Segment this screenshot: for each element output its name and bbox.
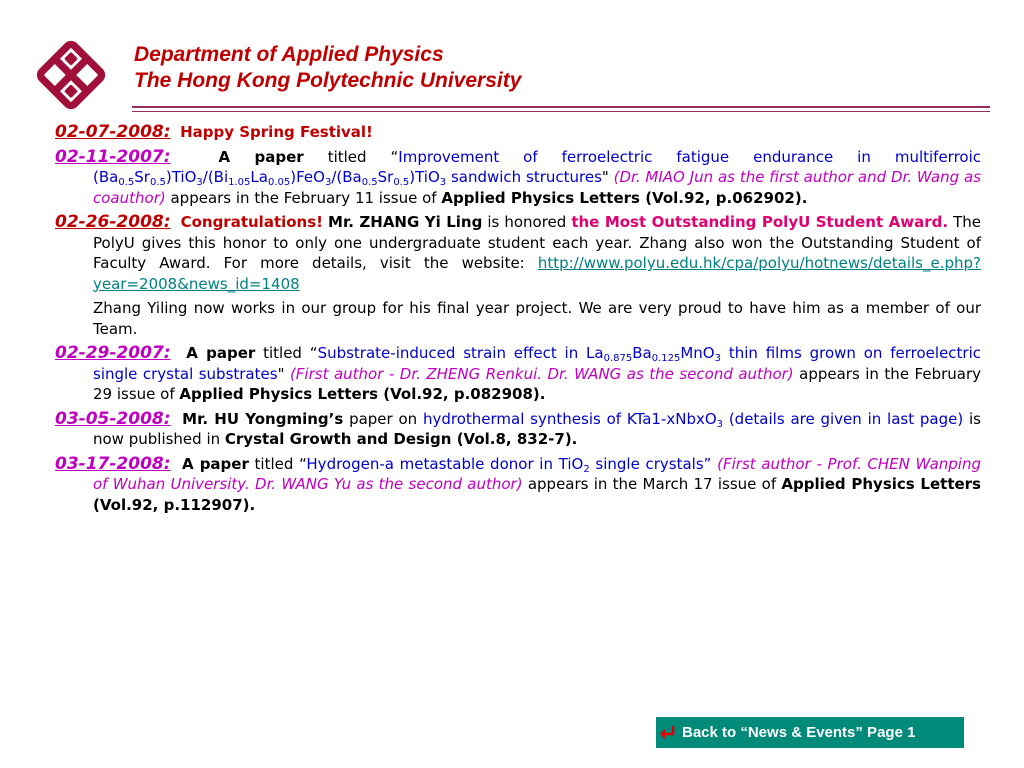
university-title: The Hong Kong Polytechnic University bbox=[134, 69, 522, 92]
entry-date: 03-05-2008: bbox=[55, 408, 171, 429]
student-name: Mr. ZHANG Yi Ling bbox=[328, 213, 483, 231]
paper-title: Substrate-induced strain effect in $La_{0.875}Ba_{0.125}MnO_3$ thin films grown on ferroelectric single crystal substrates bbox=[93, 344, 982, 383]
news-entry: 03-05-2008: Mr. HU Yongming’s paper on hydrothermal synthesis of KTa1-xNbxO$_3$ (details are given in last page) is now published in Crystal Growth and Design (Vol.8, 832-7). bbox=[55, 408, 981, 448]
paper-topic: hydrothermal synthesis of KTa1-xNbxO$_3$ (details are given in last page) bbox=[422, 409, 964, 430]
polyu-logo-icon bbox=[30, 34, 112, 116]
back-to-news-button[interactable] bbox=[656, 717, 964, 748]
back-button-label: Back to “News & Events” Page 1 bbox=[682, 724, 916, 741]
journal-ref: Applied Physics Letters (Vol.92, p.082908). bbox=[179, 385, 546, 403]
entry-date: 02-26-2008: bbox=[55, 212, 171, 232]
return-arrow-icon bbox=[658, 724, 678, 742]
news-entry: 02-11-2007: A paper titled “Improvement of ferroelectric fatigue endurance in multiferroic $(Ba_{0.5}Sr_{0.5})TiO_3/(Bi_{1.05}La_{0.05})FeO_3/(Ba_{0.5}Sr_{0.5})TiO_3$ sandwich structures" (Dr. MIAO Jun as the first author and Dr. Wang as coauthor) appears in the February 11 issue of Applied Physics Letters (Vol.92, p.062902). bbox=[55, 146, 982, 207]
news-entry-followup: Zhang Yiling now works in our group for his final year project. We are very proud to have him as a member of our Team. bbox=[93, 299, 981, 338]
award-name: the Most Outstanding PolyU Student Award. bbox=[571, 213, 949, 231]
entry-date: 02-11-2007: bbox=[55, 146, 171, 167]
news-entry: 02-29-2007: A paper titled “Substrate-induced strain effect in $La_{0.875}Ba_{0.125}MnO_3$ thin films grown on ferroelectric single crystal substrates" (First author - Dr. ZHENG Renkui. Dr. WANG as the second author) appears in the February 29 issue of Applied Physics Letters (Vol.92, p.082908). bbox=[55, 343, 982, 403]
researcher-name: Mr. HU Yongming’s bbox=[182, 409, 344, 428]
news-link[interactable]: http://www.polyu.edu.hk/cpa/polyu/hotnews/details_e.php?year=2008&news_id=1408 bbox=[93, 254, 981, 293]
entry-headline: Happy Spring Festival! bbox=[180, 123, 373, 141]
journal-ref: Applied Physics Letters (Vol.92, p.062902). bbox=[441, 188, 808, 207]
entry-date: 02-07-2008: bbox=[55, 122, 171, 142]
news-entry: 03-17-2008: A paper titled “Hydrogen-a metastable donor in TiO$_2$ single crystals” (First author - Prof. CHEN Wanping of Wuhan University. Dr. WANG Yu as the second author) appears in the March 17 issue of Applied Physics Letters (Vol.92, p.112907). bbox=[55, 453, 981, 514]
paper-authors: (First author - Prof. CHEN Wanping of Wuhan University. Dr. WANG Yu as the second author) bbox=[93, 454, 981, 493]
paper-authors: (Dr. MIAO Jun as the first author and Dr. Wang as coauthor) bbox=[93, 168, 981, 207]
header-divider-thin bbox=[132, 111, 990, 112]
journal-ref: Applied Physics Letters (Vol.92, p.112907). bbox=[93, 475, 981, 514]
news-entry bbox=[55, 122, 981, 143]
news-list bbox=[55, 122, 981, 519]
journal-ref: Crystal Growth and Design (Vol.8, 832-7). bbox=[224, 430, 578, 448]
entry-date: 02-29-2007: bbox=[55, 343, 171, 363]
news-entry: 02-26-2008: Congratulations! Mr. ZHANG Yi Ling is honored the Most Outstanding PolyU Student Award. The PolyU gives this honor to only one undergraduate student each year. Zhang also won the Outstanding Student of Faculty Award. For more details, visit the website: http://www.polyu.edu.hk/cpa/polyu/hotnews/details_e.php?year=2008&news_id=1408 bbox=[55, 212, 981, 293]
paper-authors: (First author - Dr. ZHENG Renkui. Dr. WANG as the second author) bbox=[289, 364, 794, 383]
page-header bbox=[134, 42, 521, 94]
paper-title: Improvement of ferroelectric fatigue endurance in multiferroic $(Ba_{0.5}Sr_{0.5})TiO_3/(Bi_{1.05}La_{0.05})FeO_3/(Ba_{0.5}Sr_{0.5})TiO_3$ sandwich structures bbox=[93, 147, 982, 188]
paper-title: Hydrogen-a metastable donor in TiO$_2$ single crystals” bbox=[306, 454, 712, 475]
entry-date: 03-17-2008: bbox=[55, 453, 171, 474]
department-title: Department of Applied Physics bbox=[134, 43, 444, 66]
header-divider bbox=[132, 106, 990, 108]
